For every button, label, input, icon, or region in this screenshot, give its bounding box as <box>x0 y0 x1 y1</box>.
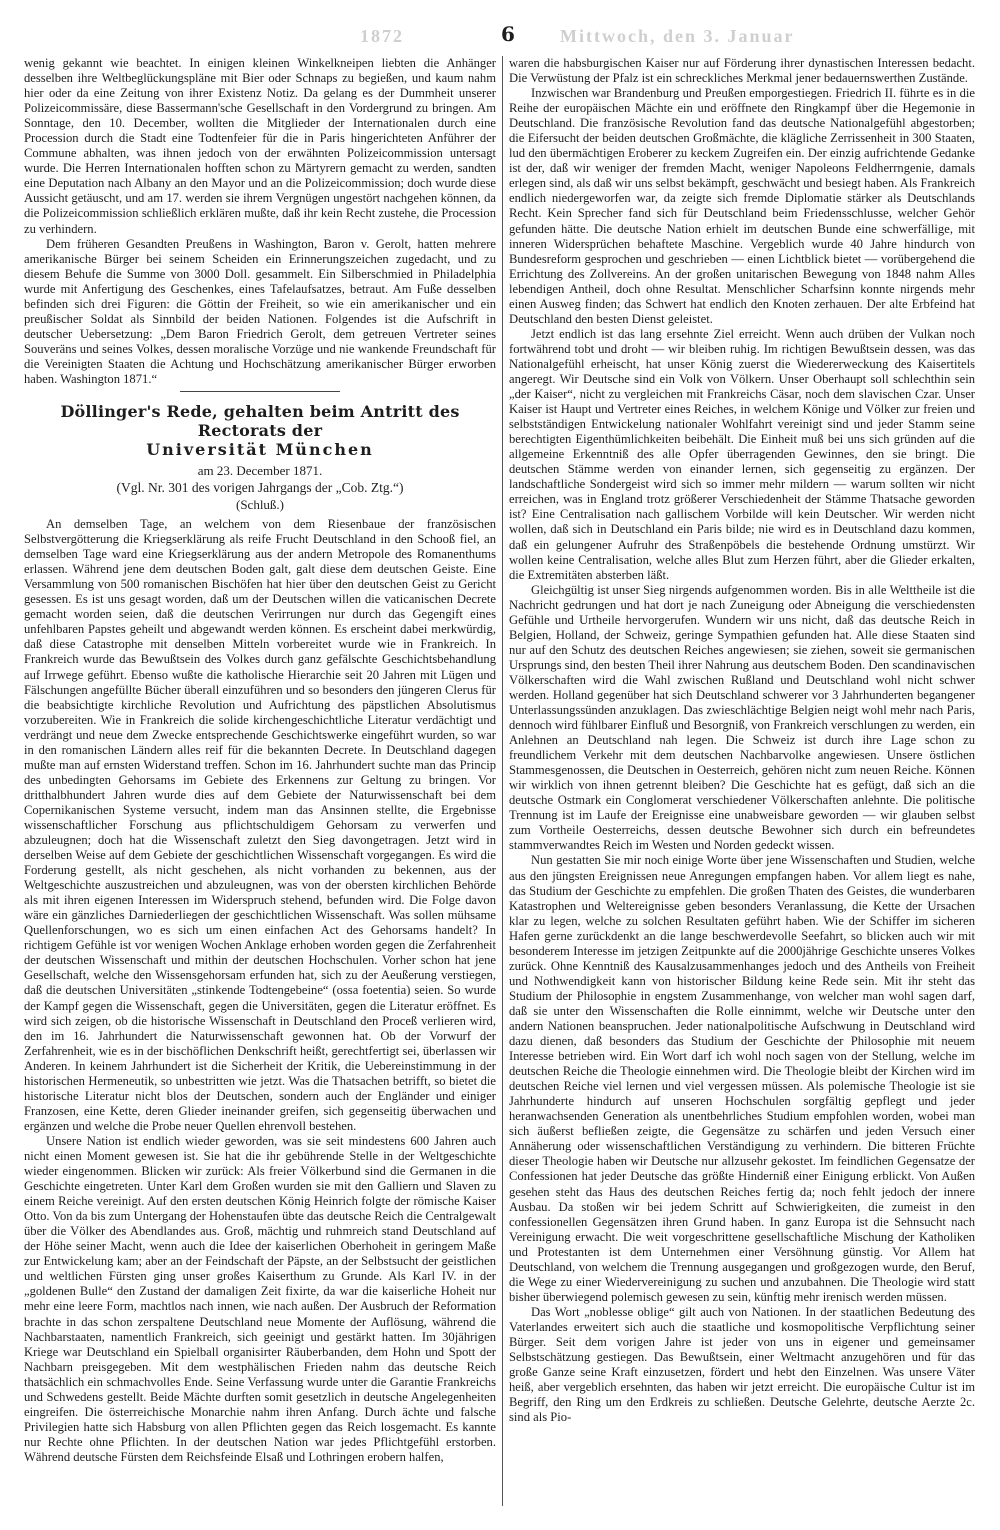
right-paragraph-3: Jetzt endlich ist das lang ersehnte Ziel erreicht. Wenn auch drüben der Vulkan noch fortwährend tobt und droht — wir bleiben ruhig. Im richtigen Bewußtsein dessen, was das Nationalgefühl erheischt, hat unser König zuerst die Wiedererweckung des Kaisertitels angeregt. Wir Deutsche sind ein Volk von Völkern. Unser Oberhaupt soll schlechthin sein „der Kaiser“, nicht zu vergleichen mit Frankreichs Cäsar, noch dem slavischen Czar. Unser Kaiser ist Haupt und Vertreter eines Reiches, in welchem Könige und Völker zur freien und selbstständigen Entwickelung nationaler Wohlfahrt vereinigt sind und jeder Stamm seine berechtigten Eigenthümlichkeiten beibehält. Die Einheit muß bei uns sich gründen auf die allgemeine Erkenntniß des alle Opfer überragenden Gewinnes, den sie bringt. Die deutschen Stämme werden von einander lernen, sich gegenseitig zu ergänzen. Der landschaftliche Sondergeist wird sich so immer mehr mildern — warum sollten wir nicht erreichen, was in England trotz größerer Verschiedenheit der Stämme Thatsache geworden ist? Eine Centralisation nach gallischem Vorbilde will kein Deutscher. Wir werden nicht wollen, daß sich in Deutschland ein Paris bilde; nie wird es in Deutschland dazu kommen, daß ein gelungener Aufruhr des Straßenpöbels die bestehende Ordnung umstürzt. Wir wollen keine Centralisation, welche alles Blut zum Herzen führt, aber die Glieder erkalten, die Extremitäten absterben läßt. <box>509 326 975 582</box>
column-divider <box>502 56 503 1506</box>
article-subtitle: Universität München <box>146 440 374 460</box>
bleed-through-date: Mittwoch, den 3. Januar <box>560 26 795 46</box>
article-continuation: (Schluß.) <box>235 497 285 513</box>
right-paragraph-5: Nun gestatten Sie mir noch einige Worte über jene Wissenschaften und Studien, welche aus den jüngsten Ereignissen neue Anregungen empfangen haben. Vor allem liegt es nahe, das Studium der Geschichte zu empfehlen. Die großen Thaten des Geistes, die wunderbaren Katastrophen und Weltereignisse geben besonders Veranlassung, die Kette der Ursachen klar zu legen, welche zu solchen Resultaten geführt haben. Wie der Schiffer im sicheren Hafen gerne zurückdenkt an die lange beschwerdevolle Seefahrt, so blicken auch wir mit besonderem Interesse im jetzigen Zeitpunkte auf die 2000jährige Geschichte unseres Volkes zurück. Ohne Kenntniß des Kausalzusammenhanges jedoch und des Antheils von Freiheit und Nothwendigkeit kann von historischer Bildung keine Rede sein. Mit ihr steht das Studium der Philosophie in engstem Zusammenhange, von welcher man wohl sagen darf, daß sie unter den Wissenschaften die Rolle einnimmt, welche wir Deutsche unter den andern Nationen beanspruchen. Jeder nationalpolitische Aufschwung in Deutschland wird dazu dienen, daß besonders das Studium der Geschichte der Philosophie mit neuem Interesse betrieben wird. Ein Wort darf ich wohl noch sagen von der Stellung, welche im deutschen Reiche die Theologie einnehmen wird. Die Theologie bleibt der Kirchen wird im deutschen Reiche viel lernen und viel vergessen müssen. Als polemische Theologie ist sie Jahrhunderte hindurch auf unseren Hochschulen sorgfältig gepflegt und jeder heranwachsenden Generation als unentbehrliches Studium empfohlen worden, wobei man sich äußerst befließen zeigte, die Gegensätze zu schärfen und jeden Versuch einer Annäherung oder wissenschaftlichen Verständigung zu verhindern. Die bitteren Früchte dieser Theologie haben wir Deutsche nur allzusehr gekostet. Im feindlichen Gegensatze der Confessionen hat jeder Deutsche das größte Hinderniß einer Einigung erblickt. Von Außen gesehen steht das Haus des deutschen Reiches fertig da; noch fehlt jedoch der innere Ausbau. Da stoßen wir bei jedem Schritt auf Schwierigkeiten, die zumeist in den confessionellen Gegensätzen ihren Grund haben. In ganz Europa ist die Sehnsucht nach Vereinigung erwacht. Die weit vorgeschrittene gesellschaftliche Mischung der Katholiken und Protestanten ist dem Unternehmen einer Versöhnung günstig. Vor Allem hat Deutschland, von welchem die Trennung ausgegangen und großgezogen wurde, den Beruf, die Wege zu einer Wiedervereinigung zu suchen und anzubahnen. Die Theologie wird statt bisher überwiegend polemisch gewesen zu sein, künftig mehr irenisch werden müssen. <box>509 853 975 1304</box>
article-date: am 23. December 1871. <box>197 463 323 479</box>
right-paragraph-1: waren die habsburgischen Kaiser nur auf Förderung ihrer dynastischen Interessen bedacht. Die Verwüstung der Pfalz ist ein schreckliches Merkmal jener bedauernswerthen Zustände. <box>509 56 975 86</box>
right-paragraph-4: Gleichgültig ist unser Sieg nirgends aufgenommen worden. Bis in alle Welttheile ist die Nachricht gedrungen und hat dort je nach Zuneigung oder Abneigung die verschiedensten Gefühle und Urtheile hervorgerufen. Wundern wir uns nicht, daß das deutsche Reich in Belgien, Holland, der Schweiz, geringe Sympathien gefunden hat. Alle diese Staaten sind nur auf den Schutz des deutschen Reiches angewiesen; sie ziehen, soweit sie germanischen Ursprungs sind, den besten Theil ihrer Nahrung aus deutschem Boden. Den scandinavischen Völkerschaften wird die Wahl zwischen Rußland und Deutschland wohl nicht schwer werden. Holland gegenüber hat sich Deutschland schwerer vor 3 Jahrhunderten begangener Unterlassungssünden anzuklagen. Das zwieschlächtige Belgien neigt wohl mehr nach Paris, dennoch wird fühlbarer Einfluß und Besorgniß, von Frankreich verschlungen zu werden, ein Anlehnen an Deutschland nah legen. Die Schweiz ist durch ihre Lage schon zu freundlichem Verkehr mit dem deutschen Nachbarvolke angewiesen. Unsere östlichen Stammesgenossen, die Deutschen in Oesterreich, gehören nicht zum neuen Reiche. Können wir wirklich von ihnen getrennt bleiben? Die Geschichte hat es gefügt, daß sich an die deutsche Ostmark ein Conglomerat verschiedener Völkerschaften anlehnte. Die politische Trennung ist im Laufe der Ereignisse eine unabweisbare geworden — wir glauben selbst zum Vortheile Oesterreichs, dessen deutsche Bewohner sich durch ein befreundetes stammverwandtes Reich im Westen und Norden gedeckt wissen. <box>509 582 975 853</box>
right-paragraph-6: Das Wort „noblesse oblige“ gilt auch von Nationen. In der staatlichen Bedeutung des Vaterlandes erweitert sich auch die staatliche und kosmopolitische Verpflichtung seiner Bürger. Seit dem vorigen Jahre ist jeder von uns in eigener und gemeinsamer Selbstschätzung gestiegen. Das Bewußtsein, einer Weltmacht anzugehören und für das große Ganze seine Kraft einzusetzen, fördert und hebt den Einzelnen. Was unsere Väter heiß, aber vergeblich ersehnten, das haben wir jetzt erreicht. Die europäische Cultur ist im Begriff, den Ring um den Erdkreis zu schließen. Deutsche Gelehrte, deutsche Aerzte 2c. sind als Pio- <box>509 1304 975 1425</box>
right-column <box>509 56 975 1506</box>
article-title: Döllinger's Rede, gehalten beim Antritt des Rectorats der <box>60 402 460 441</box>
article-reference: (Vgl. Nr. 301 des vorigen Jahrgangs der „Cob. Ztg.“) <box>116 480 404 496</box>
left-body-paragraph-1: An demselben Tage, an welchem von dem Riesenbaue der französischen Selbstvergötterung die Kriegserklärung als reife Frucht Deutschland in den Schooß fiel, an demselben Tage ward eine Kriegserklärung aus der andern Metropole des Romanenthums erlassen. Während jene dem deutschen Boden galt, galt diese dem deutschen Geiste. Eine Versammlung von 500 romanischen Bischöfen hat hier über den deutschen Geist zu Gericht gesessen. Es ist uns gesagt worden, daß um der Deutschen willen die vaticanischen Decrete gemacht worden seien, daß die deutschen Verirrungen nur durch das Gegengift eines unfehlbaren Papstes geheilt und abgewandt werden können. Es erscheint dabei merkwürdig, daß diese Catastrophe mit denselben Mitteln vorbereitet wurde wie in Frankreich. In Frankreich wurde das Bewußtsein des Volkes durch ganz gefälschte Geschichtsbehandlung auf Irrwege geführt. Ebenso wußte die katholische Hierarchie seit 20 Jahren mit Lügen und Fälschungen angefüllte Bücher überall einzuführen und so besonders den jüngeren Clerus für die beabsichtigte kirchliche Revolution und Aufrichtung des päpstlichen Absolutismus vorzubereiten. Wie in Frankreich die solide kirchengeschichtliche Literatur verdächtigt und verdrängt und neue dem Zwecke entsprechende Geschichtswerke eingeführt wurden, so war in den romanischen Ländern alles reif für die bekannten Decrete. In Deutschland dagegen mußte man auf ernsten Widerstand treffen. Schon im 16. Jahrhundert suchte man das Princip des unbedingten Gehorsams im Gebiete des Erkennens zur Geltung zu bringen. Vor dritthalbhundert Jahren wurde dies auf dem Gebiete der Naturwissenschaft bei dem Copernikanischen Systeme versucht, indem man das Ansinnen stellte, die Ergebnisse wissenschaftlicher Forschung aus pflichtschuldigem Gehorsam zu verwerfen und abzuleugnen; doch hat die Wissenschaft zuletzt den Sieg davongetragen. Jetzt wird in derselben Weise auf dem Gebiete der geschichtlichen Wissenschaft vorgegangen. Es wird die Forderung gestellt, als nicht geschehen, als nicht vorhanden zu bekennen, aus der Weltgeschichte auszustreichen und abzuleugnen, was von der obersten kirchlichen Behörde als mit ihren eigenen Interessen im Widerspruch stehend, befunden wird. Die Folge davon wäre ein gänzliches Darniederliegen der geschichtlichen Wissenschaft. Was sollen mühsame Quellenforschungen, wo es sich um einen einfachen Act des Gehorsams handelt? In richtigem Gefühle ist vor wenigen Wochen Anklage erhoben worden gegen die Zerfahrenheit der deutschen Wissenschaft und mithin der deutschen Hochschulen. Vorher schon hat jene Gesellschaft, welche den Wissensgehorsam erfunden hat, sich zu der Aeußerung verstiegen, daß die deutschen Universitäten „stinkende Todtengebeine“ (ossa foetentia) seien. So wurde der Kampf gegen die Wissenschaft, gegen die Universitäten, gegen die Literatur eröffnet. Es wird sich zeigen, ob die historische Wissenschaft in Deutschland den Proceß verlieren wird, den im 16. Jahrhundert die Naturwissenschaft gewonnen hat. Ob der Vorwurf der Zerfahrenheit, wie es in der bischöflichen Denkschrift heißt, gerechtfertigt sei, überlassen wir Anderen. In keinem Jahrhundert ist die Sicherheit der Kritik, die Uebereinstimmung in der historischen Hermeneutik, so unbestritten wie jetzt. Was die Thatsachen betrifft, so bietet die historische Literatur nicht blos der Deutschen, sondern auch der Engländer und einiger Franzosen, eine Kette, deren Glieder ineinander greifen, sich gegenseitig überwachen und ergänzen und welche die Probe neuer Quellen ehrenvoll bestehen. <box>24 517 496 1133</box>
page-header <box>0 22 1000 48</box>
page-number: 6 <box>501 22 515 46</box>
left-column <box>24 56 496 1506</box>
article-header <box>24 402 496 513</box>
left-body-paragraph-2: Unsere Nation ist endlich wieder geworden, was sie seit mindestens 600 Jahren auch nicht einen Moment gewesen ist. Sie hat die ihr gebührende Stelle in der Weltgeschichte wieder eingenommen. Blicken wir zurück: Als freier Völkerbund sind die Germanen in die Geschichte eingetreten. Unter Karl dem Großen wurden sie mit den Galliern und Slaven zu einem Reiche vereinigt. Auf den ersten deutschen König Heinrich folgte der römische Kaiser Otto. Von da bis zum Untergang der Hohenstaufen übte das deutsche Reich die Centralgewalt über die Völker des Abendlandes aus. Groß, mächtig und ruhmreich stand Deutschland auf der Höhe seiner Macht, wenn auch die Idee der kaiserlichen Oberhoheit in geringem Maße zur Entwickelung kam; aber an der Feindschaft der Päpste, an der Selbstsucht der geistlichen und weltlichen Fürsten ging unser großes Kaiserthum zu Grunde. Als Karl IV. in der „goldenen Bulle“ den Zustand der damaligen Zeit fixirte, da war die kaiserliche Hoheit nur mehr eine leere Form, machtlos nach innen, wie nach außen. Der Ausbruch der Reformation brachte in das schon zerspaltene Deutschland neue Momente der Auflösung, während die Nachbarstaaten, namentlich Frankreich, sich geeinigt und gestärkt hatten. Im 30jährigen Kriege war Deutschland ein Spielball organisirter Räuberbanden, dem Hohn und Spott der Nachbarn preisgegeben. Mit dem westphälischen Frieden nahm das deutsche Reich thatsächlich ein schmachvolles Ende. Seine Verfassung wurde unter die Garantie Frankreichs und Schwedens gestellt. Beide Mächte durften somit gesetzlich in deutsche Angelegenheiten eingreifen. Die österreichische Monarchie nahm ihren Anfang. Durch ächte und falsche Privilegien hatte sich Habsburg von allen Pflichten gegen das Reich losgemacht. Es kannte nur Rechte ohne Pflichten. In der deutschen Nation war jedes Pflichtgefühl erstorben. Während deutsche Fürsten dem Reichsfeinde Elsaß und Lothringen erobern halfen, <box>24 1133 496 1464</box>
bleed-through-year: 1872 <box>360 26 404 46</box>
left-intro-paragraph-2: Dem früheren Gesandten Preußens in Washington, Baron v. Gerolt, hatten mehrere amerikanische Bürger bei seinem Scheiden ein Erinnerungszeichen zugedacht, und zu diesem Behufe die Summe von 3000 Doll. gesammelt. Ein Silberschmied in Philadelphia wurde mit Anfertigung des Geschenkes, eines Tafelaufsatzes, betraut. Am Fuße desselben befinden sich drei Figuren: die Göttin der Freiheit, so wie ein amerikanischer und ein preußischer Soldat als Sinnbild der beiden Nationen. Folgendes ist die Aufschrift in deutscher Uebersetzung: „Dem Baron Friedrich Gerolt, dem getreuen Vertreter seines Souveräns und seines Volkes, dessen moralische Vorzüge und nie wankende Freundschaft für die Vereinigten Staaten die Achtung und Hochschätzung amerikanischer Bürger erworben haben. Washington 1871.“ <box>24 236 496 386</box>
right-paragraph-2: Inzwischen war Brandenburg und Preußen emporgestiegen. Friedrich II. führte es in die Reihe der europäischen Mächte ein und eröffnete den Ringkampf über die Hegemonie in Deutschland. Die französische Revolution fand das deutsche Nationalgefühl abgestorben; die Eifersucht der beiden deutschen Großmächte, die klägliche Zerrissenheit in 300 Staaten, lud den übermächtigen Eroberer zu keckem Zugreifen ein. Der einzig aufrichtende Gedanke ist der, daß wir weniger der fremden Macht, weniger Napoleons Feldherrngenie, damals erlegen sind, als daß wir uns selbst bekämpft, geschwächt und besiegt haben. Als Frankreich endlich niedergeworfen war, da zeigte sich fremde Diplomatie stärker als Deutschlands Recht. Kein Sprecher fand sich für Deutschland beim Friedensschlusse, welcher Gehör gefunden hätte. Die deutsche Nation erhielt im deutschen Bunde eine schwerfällige, mit inneren Widersprüchen behaftete Maschine. Vergeblich wurde 40 Jahre hindurch von Bundesreform gesprochen und geschrieben — einen Lichtblick bietet — vorübergehend die Errichtung des Zollvereins. An der großen unitarischen Bewegung von 1848 nahm Alles lebendigen Antheil, doch ohne Resultat. Menschlicher Scharfsinn konnte nirgends mehr einen Ausweg finden; das Schwert hat endlich den Knoten zerhauen. Der alte Erbfeind hat Deutschland den besten Dienst geleistet. <box>509 86 975 326</box>
left-intro-paragraph-1: wenig gekannt wie beachtet. In einigen kleinen Winkelkneipen liebten die Anhänger desselben ihre Weltbeglückungspläne mit Bier oder Schnaps zu begießen, und kaum nahm hier oder da eine Zeitung von ihrer Existenz Notiz. Da gelang es der Dummheit unserer Polizeicommissäre, diese Bassermann'sche Gesellschaft in den Vordergrund zu bringen. Am Sonntage, den 10. December, wollten die Mitglieder der Internationalen durch eine Procession durch die Stadt eine Todtenfeier für die in Paris hingerichteten Anführer der Commune abhalten, was ihnen jedoch von der erwähnten Polizeicommission untersagt wurde. Die Herren Internationalen hofften schon zu Märtyrern gemacht zu werden, sandten eine Deputation nach Albany an den Mayor und an die Polizeicommission; doch wurde diese Aussicht getäuscht, und am 17. werden sie ihrem Vergnügen ungestört nachgehen können, da die Polizeicommission schließlich erklären mußte, daß ihr kein Recht zustehe, die Procession zu verhindern. <box>24 56 496 236</box>
article-separator <box>180 391 340 392</box>
